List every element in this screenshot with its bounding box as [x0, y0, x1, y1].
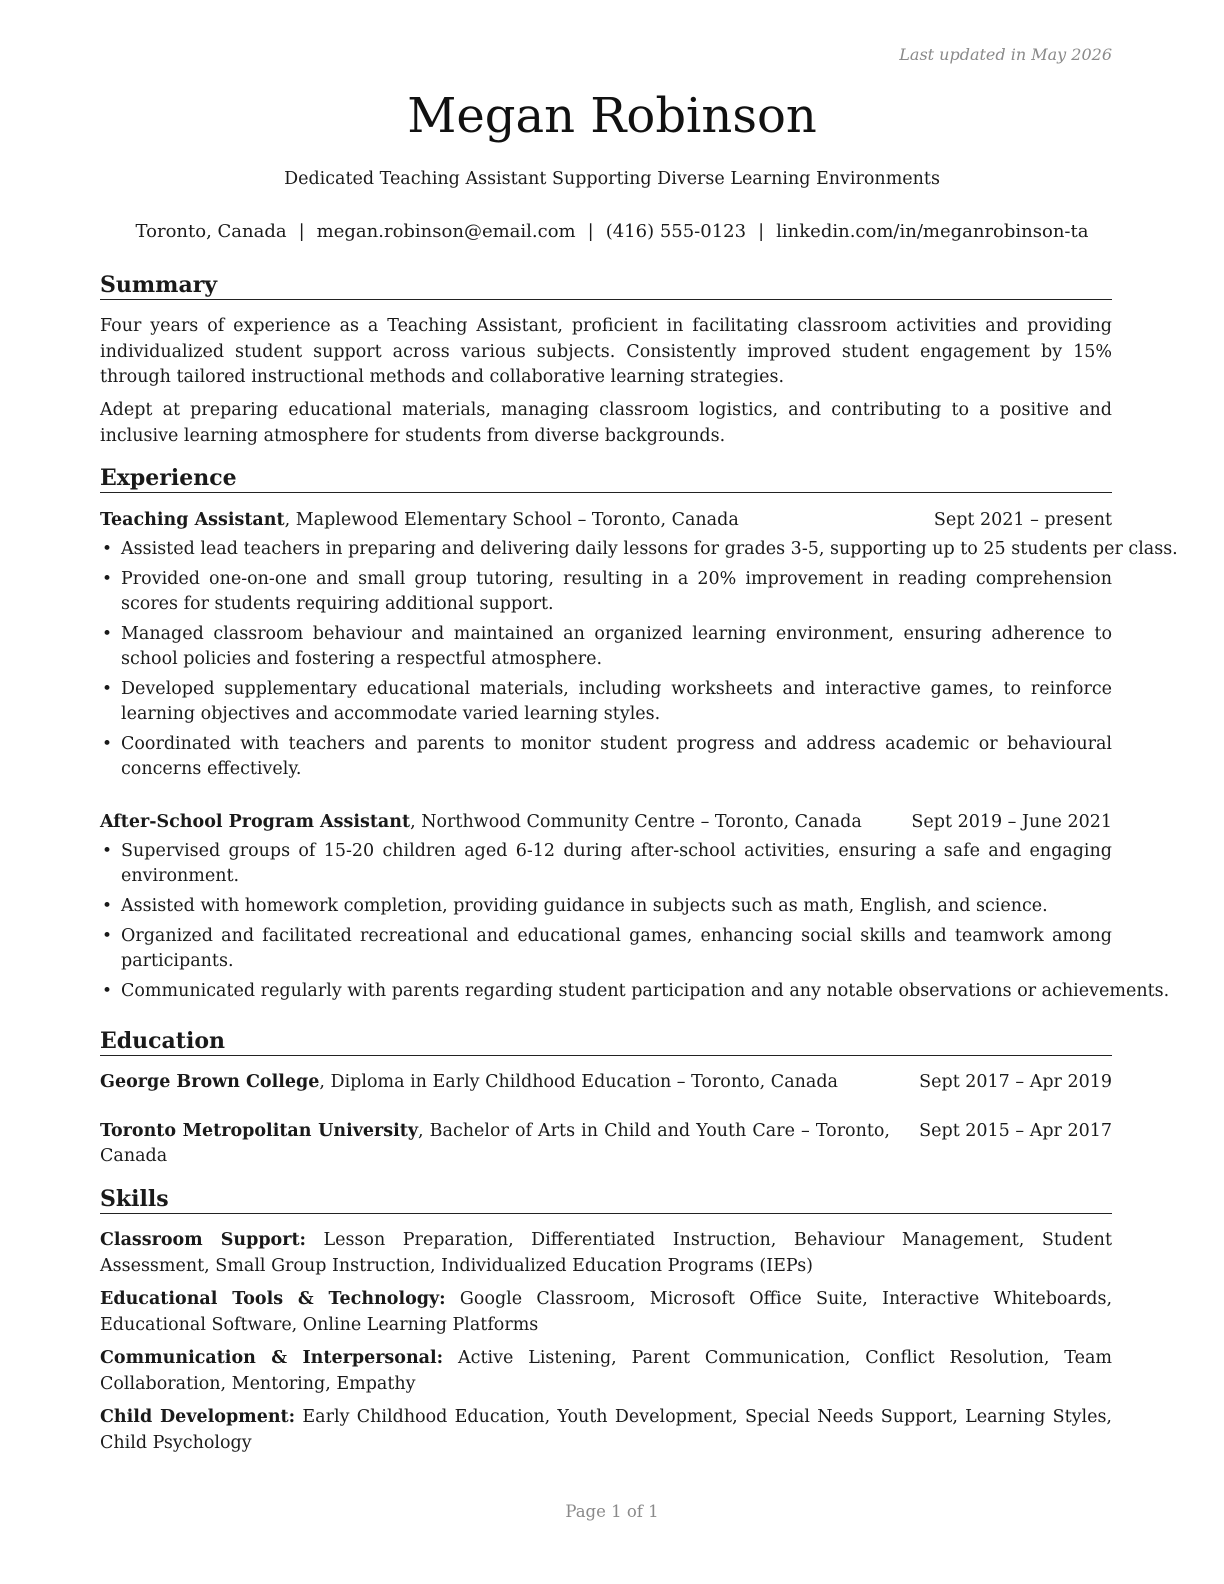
candidate-name: Megan Robinson — [407, 88, 817, 144]
skill-group-label: Communication & Interpersonal: — [100, 1348, 444, 1368]
list-item: • Coordinated with teachers and parents to monitor student progress and address academic or behavioural concerns effectively. — [100, 732, 1112, 782]
section-title-skills: Skills — [100, 1185, 1112, 1214]
summary-paragraph-1: Four years of experience as a Teaching Assistant, proficient in facilitating classroom activities and providing individualized student support across various subjects. Consistently improved student engagement by 15% through tailored instructional methods and collaborative learning strategies. — [100, 316, 1112, 387]
skill-group-items: Google Classroom, Microsoft Office Suite, Interactive Whiteboards, Educational Software, Online Learning Platforms — [100, 1289, 1113, 1335]
skill-group — [100, 1346, 1112, 1397]
contact-linkedin[interactable]: linkedin.com/in/meganrobinson-ta — [776, 221, 1089, 242]
skill-group — [100, 1228, 1112, 1279]
skill-group-label: Classroom Support: — [100, 1230, 306, 1250]
job-header — [100, 508, 1112, 533]
skill-group — [100, 1287, 1112, 1338]
last-updated-note: Last updated in May 2026 — [899, 45, 1112, 64]
headline: Dedicated Teaching Assistant Supporting Diverse Learning Environments — [284, 169, 940, 189]
education-entry — [100, 1119, 1112, 1169]
skill-group-label: Educational Tools & Technology: — [100, 1289, 446, 1309]
job-header — [100, 810, 1112, 835]
contact-location: Toronto, Canada — [135, 221, 287, 242]
skill-group-items: Lesson Preparation, Differentiated Instruction, Behaviour Management, Student Assessment, Small Group Instruction, Individualized Education Programs (IEPs) — [100, 1230, 1112, 1276]
contact-line — [0, 220, 1224, 244]
list-item: • Developed supplementary educational materials, including worksheets and interactive games, to reinforce learning objectives and accommodate varied learning styles. — [100, 677, 1112, 727]
list-item: • Communicated regularly with parents regarding student participation and any notable observations or achievements. — [100, 979, 1112, 1004]
job-dates: Sept 2021 – present — [933, 510, 1112, 530]
contact-separator: | — [758, 221, 765, 242]
list-item: • Provided one-on-one and small group tutoring, resulting in a 20% improvement in reading comprehension scores for students requiring additional support. — [100, 567, 1112, 617]
list-item: • Organized and facilitated recreational and educational games, enhancing social skills and teamwork among participants. — [100, 924, 1112, 974]
section-title-summary: Summary — [100, 271, 1112, 300]
education-dates: Sept 2015 – Apr 2017 — [919, 1121, 1112, 1141]
job-role: Teaching Assistant — [100, 510, 285, 530]
page-number: Page 1 of 1 — [565, 1502, 659, 1521]
section-title-experience: Experience — [100, 464, 1112, 493]
degree-detail: , Bachelor of Arts in Child and Youth Care – Toronto, Canada — [100, 1121, 890, 1166]
job-org: , Northwood Community Centre – Toronto, Canada — [410, 812, 862, 832]
section-title-education: Education — [100, 1027, 1112, 1056]
job-dates: Sept 2019 – June 2021 — [911, 812, 1112, 832]
skill-group-items: Active Listening, Parent Communication, Conflict Resolution, Team Collaboration, Mentoring, Empathy — [100, 1348, 1112, 1394]
list-item: • Assisted with homework completion, providing guidance in subjects such as math, English, and science. — [100, 894, 1112, 919]
list-item: • Assisted lead teachers in preparing and delivering daily lessons for grades 3-5, supporting up to 25 students per class. — [100, 537, 1112, 562]
job-org: , Maplewood Elementary School – Toronto, Canada — [284, 510, 739, 530]
skill-group-items: Early Childhood Education, Youth Development, Special Needs Support, Learning Styles, Child Psychology — [100, 1407, 1112, 1453]
school-name: George Brown College — [100, 1072, 320, 1092]
skill-group-label: Child Development: — [100, 1407, 296, 1427]
contact-email[interactable]: megan.robinson@email.com — [316, 221, 576, 242]
contact-phone[interactable]: (416) 555-0123 — [605, 221, 747, 242]
degree-detail: , Diploma in Early Childhood Education – Toronto, Canada — [319, 1072, 838, 1092]
job-role: After-School Program Assistant — [100, 812, 411, 832]
job-bullets — [100, 537, 1178, 787]
school-name: Toronto Metropolitan University — [100, 1121, 419, 1141]
contact-separator: | — [587, 221, 594, 242]
job-bullets — [100, 839, 1170, 1009]
skill-group — [100, 1405, 1112, 1456]
summary-paragraph-2: Adept at preparing educational materials, managing classroom logistics, and contributing to a positive and inclusive learning atmosphere for students from diverse backgrounds. — [100, 400, 1112, 446]
contact-separator: | — [298, 221, 305, 242]
education-dates: Sept 2017 – Apr 2019 — [919, 1072, 1112, 1092]
education-entry — [100, 1070, 1112, 1095]
list-item: • Managed classroom behaviour and maintained an organized learning environment, ensuring adherence to school policies and fostering a respectful atmosphere. — [100, 622, 1112, 672]
list-item: • Supervised groups of 15-20 children aged 6-12 during after-school activities, ensuring a safe and engaging environment. — [100, 839, 1112, 889]
